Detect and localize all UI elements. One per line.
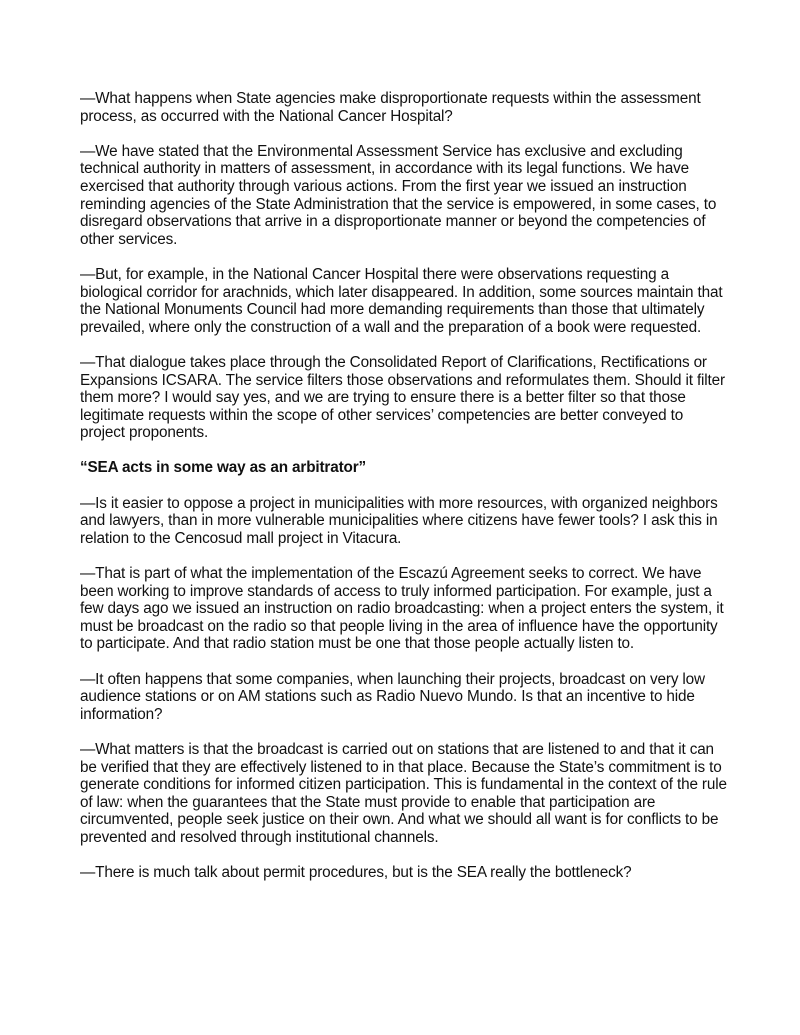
answer-paragraph: —That dialogue takes place through the Consolidated Report of Clarifications, Rectifications or Expansions ICSARA. The service filters those observations and reformulates them. Should it filter them more? I would say yes, and we are trying to ensure there is a better filter so that those legitimate requests within the scope of other services’ competencies are better conveyed to project proponents. — [80, 353, 725, 442]
question-paragraph: —But, for example, in the National Cancer Hospital there were observations requesting a biological corridor for arachnids, which later disappeared. In addition, some sources maintain that the National Monuments Council had more demanding requirements than those that ultimately prevailed, where only the construction of a wall and the preparation of a book were requested. — [80, 265, 723, 336]
question-paragraph: —Is it easier to oppose a project in municipalities with more resources, with organized neighbors and lawyers, than in more vulnerable municipalities where citizens have fewer tools? I ask this in relation to the Cencosud mall project in Vitacura. — [80, 494, 718, 547]
answer-paragraph: —We have stated that the Environmental Assessment Service has exclusive and excluding technical authority in matters of assessment, in accordance with its legal functions. We have exercised that authority through various actions. From the first year we issued an instruction reminding agencies of the State Administration that the service is empowered, in some cases, to disregard observations that arrive in a disproportionate manner or beyond the competencies of other services. — [80, 142, 717, 248]
answer-paragraph: —That is part of what the implementation of the Escazú Agreement seeks to correct. We have been working to improve standards of access to truly informed participation. For example, just a few days ago we issued an instruction on radio broadcasting: when a project enters the system, it must be broadcast on the radio so that people living in the area of influence have the opportunity to participate. And that radio station must be one that those people actually listen to. — [80, 565, 724, 653]
question-paragraph: —What happens when State agencies make disproportionate requests within the assessment process, as occurred with the National Cancer Hospital? — [80, 90, 701, 125]
question-paragraph: —There is much talk about permit procedures, but is the SEA really the bottleneck? — [80, 864, 632, 882]
section-heading: “SEA acts in some way as an arbitrator” — [80, 459, 367, 477]
answer-paragraph: —What matters is that the broadcast is carried out on stations that are listened to and that it can be verified that they are effectively listened to in that place. Because the State’s commitment is to generate conditions for informed citizen participation. This is fundamental in the context of the rule of law: when the guarantees that the State must provide to enable that participation are circumvented, people seek justice on their own. And what we should all want is for conflicts to be prevented and resolved through institutional channels. — [80, 740, 727, 846]
question-paragraph: —It often happens that some companies, when launching their projects, broadcast on very low audience stations or on AM stations such as Radio Nuevo Mundo. Is that an incentive to hide information? — [80, 670, 705, 723]
document-page — [80, 90, 730, 899]
